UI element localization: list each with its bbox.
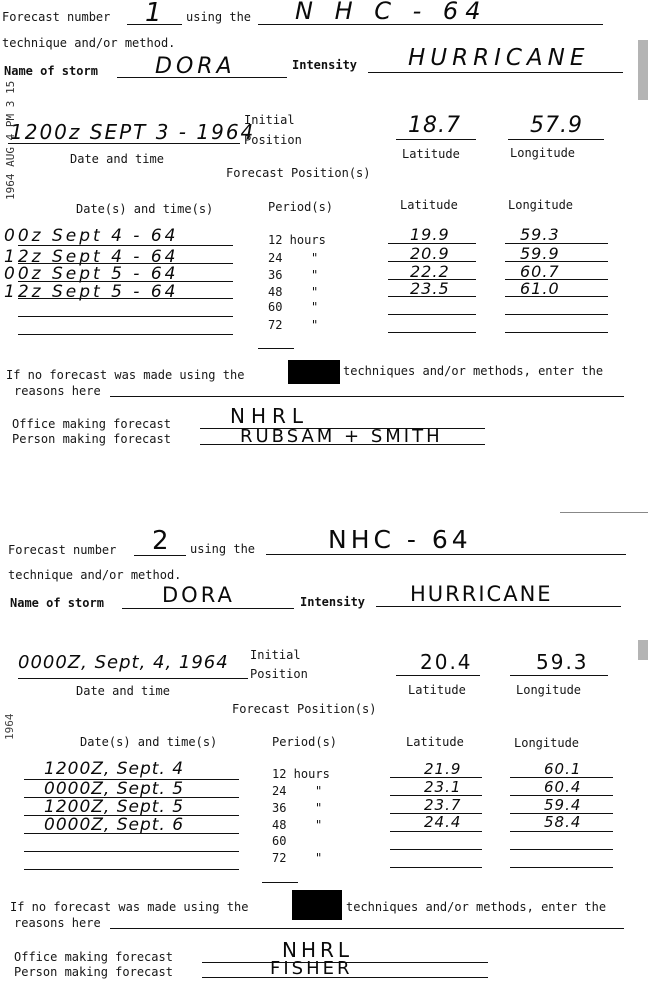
using-the-label: using the: [186, 10, 252, 24]
initial-time-value: 0000Z, Sept, 4, 1964: [18, 652, 229, 673]
row-ditto: ": [315, 801, 323, 815]
row-lat: 23.5: [410, 279, 450, 298]
storm-name-label: Name of storm: [4, 64, 98, 78]
latitude-label: Latitude: [402, 147, 460, 161]
redaction-block: [288, 360, 340, 384]
col-dates-header: Date(s) and time(s): [76, 202, 214, 216]
row-period: 72: [272, 851, 287, 865]
row-lon: 61.0: [520, 279, 560, 298]
person-value: RUBSAM + SMITH: [240, 426, 443, 447]
initial-label: Initial: [250, 648, 301, 662]
no-forecast-text-b: techniques and/or methods, enter the: [346, 900, 607, 914]
office-value: NHRL: [282, 938, 354, 962]
row-period: 48: [272, 818, 287, 832]
latitude-label: Latitude: [408, 683, 466, 697]
technique-label: technique and/or method.: [2, 36, 176, 50]
position-label: Position: [250, 667, 308, 681]
intensity-label: Intensity: [300, 595, 366, 609]
position-label: Position: [244, 133, 302, 147]
storm-name-value: DORA: [162, 583, 235, 607]
forecast-positions-label: Forecast Position(s): [232, 702, 377, 716]
reasons-label: reasons here: [14, 916, 101, 930]
forecast-positions-label: Forecast Position(s): [226, 166, 371, 180]
col-lon-header: Longitude: [514, 736, 580, 750]
office-label: Office making forecast: [12, 417, 171, 431]
row-date: 1200Z, Sept. 4: [44, 759, 185, 779]
row-ditto: ": [311, 300, 319, 314]
scan-artifact: [638, 640, 648, 660]
row-date: 00z Sept 4 - 64: [4, 226, 179, 246]
row-date: 00z Sept 5 - 64: [4, 264, 179, 284]
row-period: 36: [272, 801, 287, 815]
row-period: 12 hours: [268, 233, 326, 247]
row-date: 0000Z, Sept. 5: [44, 779, 185, 799]
technique-value: N H C - 64: [295, 0, 488, 25]
row-ditto: ": [311, 318, 319, 332]
forecast-number-value: 2: [152, 526, 171, 556]
longitude-label: Longitude: [510, 146, 576, 160]
col-dates-header: Date(s) and time(s): [80, 735, 218, 749]
intensity-label: Intensity: [292, 58, 358, 72]
redaction-block: [292, 890, 342, 920]
no-forecast-text-a: If no forecast was made using the: [6, 368, 245, 382]
row-ditto: ": [315, 818, 323, 832]
row-date: 12z Sept 5 - 64: [4, 282, 179, 302]
row-ditto: ": [311, 251, 319, 265]
received-stamp: 1964: [3, 713, 16, 740]
col-lat-header: Latitude: [406, 735, 464, 749]
row-ditto: ": [311, 285, 319, 299]
row-period: 36: [268, 268, 283, 282]
row-date: 12z Sept 4 - 64: [4, 247, 179, 267]
row-lat: 23.7: [424, 796, 462, 814]
row-lon: 60.7: [520, 262, 560, 281]
col-period-header: Period(s): [272, 735, 338, 749]
row-lon: 58.4: [544, 813, 582, 831]
office-value: NHRL: [230, 404, 310, 428]
row-period: 60: [268, 300, 283, 314]
row-lon: 59.3: [520, 225, 560, 244]
row-period: 48: [268, 285, 283, 299]
row-lat: 21.9: [424, 760, 462, 778]
intensity-value: HURRICANE: [410, 582, 553, 606]
row-lat: 23.1: [424, 778, 462, 796]
no-forecast-text-a: If no forecast was made using the: [10, 900, 249, 914]
row-lon: 59.4: [544, 796, 582, 814]
row-lat: 19.9: [410, 225, 450, 244]
date-time-label: Date and time: [76, 684, 170, 698]
initial-lon-value: 57.9: [530, 113, 583, 138]
reasons-label: reasons here: [14, 384, 101, 398]
using-the-label: using the: [190, 542, 256, 556]
row-lat: 24.4: [424, 813, 462, 831]
row-date: 0000Z, Sept. 6: [44, 815, 185, 835]
person-label: Person making forecast: [14, 965, 173, 979]
intensity-value: HURRICANE: [408, 45, 590, 71]
no-forecast-text-b: techniques and/or methods, enter the: [343, 364, 604, 378]
received-stamp: 1964 AUG 4 PM 3 15: [4, 80, 17, 200]
row-ditto: ": [311, 268, 319, 282]
row-lon: 60.1: [544, 760, 582, 778]
forecast-number-value: 1: [145, 0, 163, 28]
initial-time-value: 1200z SEPT 3 - 1964: [10, 120, 256, 144]
technique-label: technique and/or method.: [8, 568, 182, 582]
row-period: 24: [268, 251, 283, 265]
person-value: FISHER: [270, 958, 353, 979]
initial-lat-value: 18.7: [408, 113, 461, 138]
initial-lon-value: 59.3: [536, 650, 589, 674]
person-label: Person making forecast: [12, 432, 171, 446]
initial-label: Initial: [244, 113, 295, 127]
row-period: 72: [268, 318, 283, 332]
forecast-number-label: Forecast number: [8, 543, 117, 557]
row-ditto: ": [315, 784, 323, 798]
row-lon: 59.9: [520, 244, 560, 263]
form-separator: [560, 512, 648, 513]
row-period: 60: [272, 834, 287, 848]
technique-value: NHC - 64: [328, 525, 472, 554]
scan-artifact: [638, 40, 648, 100]
date-time-label: Date and time: [70, 152, 164, 166]
initial-lat-value: 20.4: [420, 650, 473, 674]
row-date: 1200Z, Sept. 5: [44, 797, 185, 817]
row-lat: 20.9: [410, 244, 450, 263]
storm-name-value: DORA: [155, 54, 236, 79]
row-lon: 60.4: [544, 778, 582, 796]
col-lon-header: Longitude: [508, 198, 574, 212]
longitude-label: Longitude: [516, 683, 582, 697]
col-lat-header: Latitude: [400, 198, 458, 212]
row-lat: 22.2: [410, 262, 450, 281]
row-period: 24: [272, 784, 287, 798]
office-label: Office making forecast: [14, 950, 173, 964]
row-period: 12 hours: [272, 767, 330, 781]
row-ditto: ": [315, 851, 323, 865]
forecast-number-label: Forecast number: [2, 10, 111, 24]
col-period-header: Period(s): [268, 200, 334, 214]
storm-name-label: Name of storm: [10, 596, 104, 610]
